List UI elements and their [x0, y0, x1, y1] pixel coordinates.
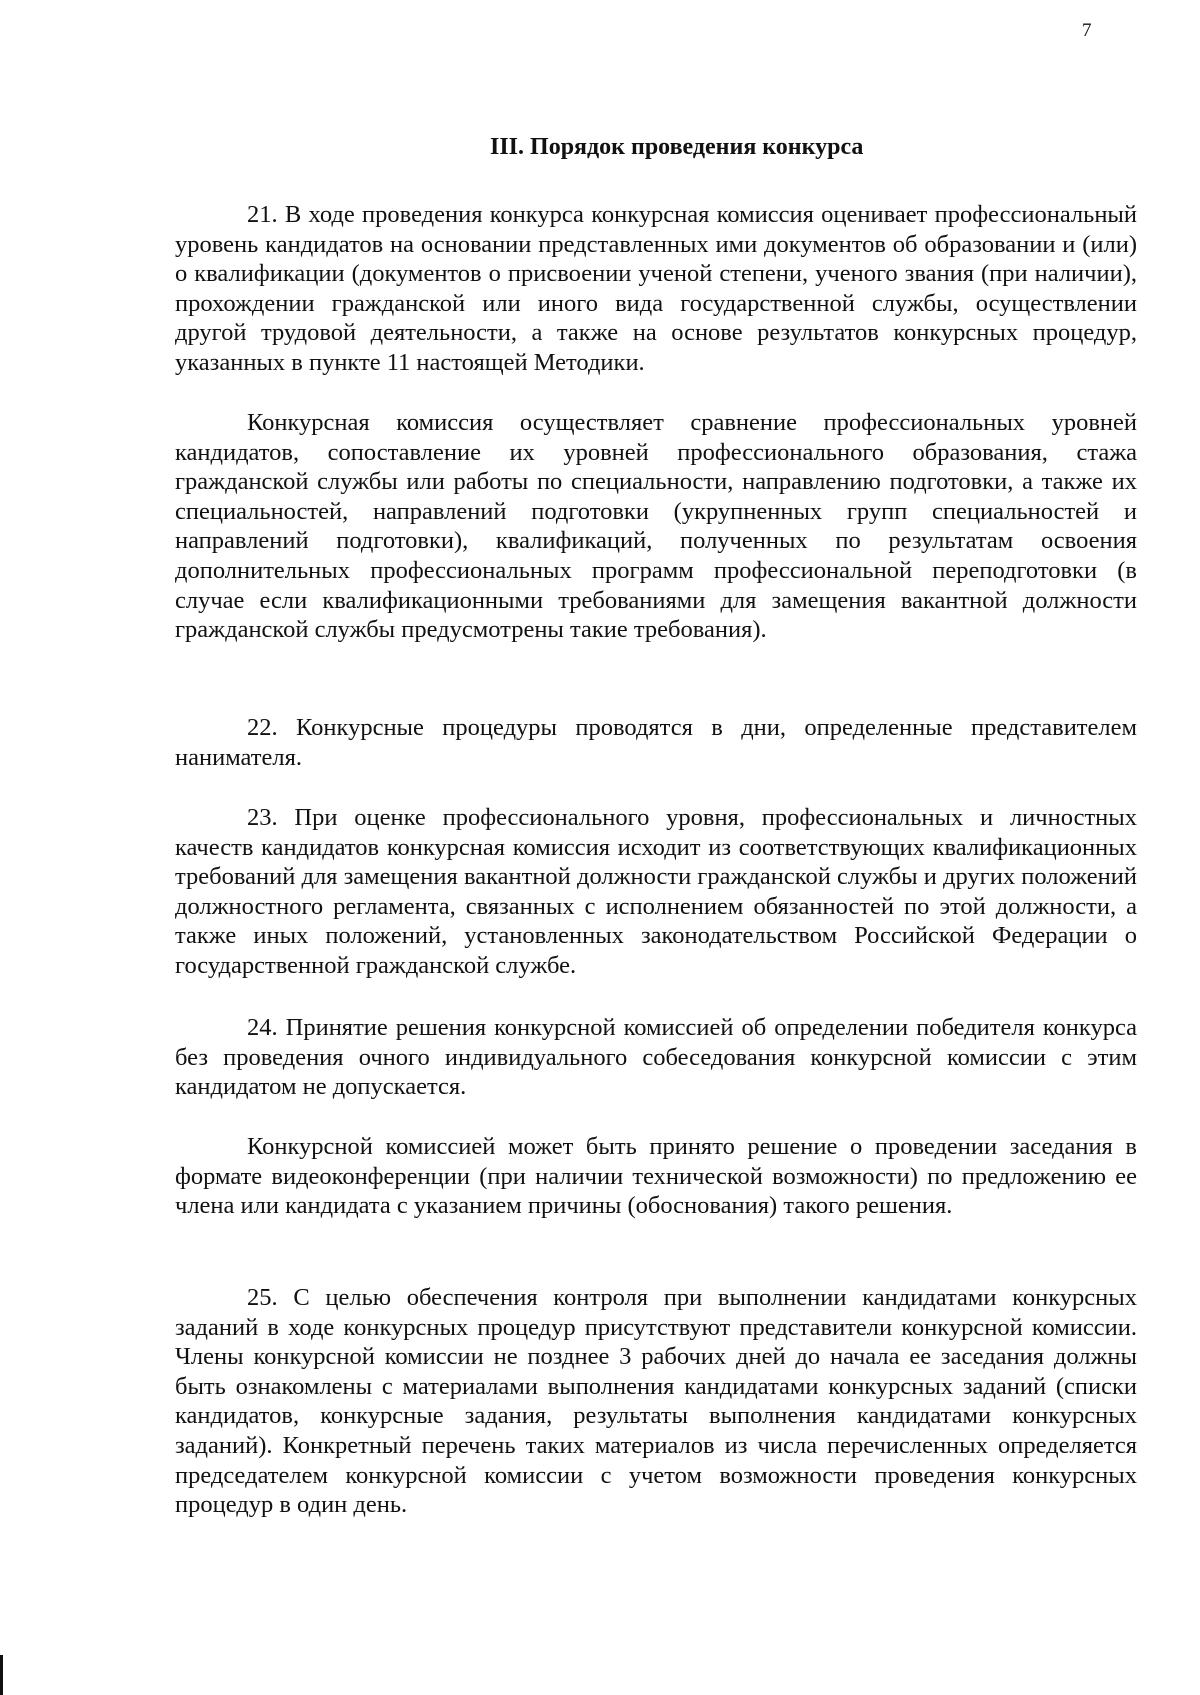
paragraph-24 [175, 1013, 1137, 1102]
paragraph-text: 24. Принятие решения конкурсной комиссией об определении победителя конкурса без проведения очного индивидуального собеседования конкурсной комиссии с этим кандидатом не допускается. [175, 1014, 1137, 1101]
paragraph-24-continued [175, 1132, 1137, 1221]
paragraph-text: Конкурсная комиссия осуществляет сравнение профессиональных уровней кандидатов, сопоставление их уровней профессионального образования, стажа гражданской службы или работы по специальности, направлению подготовки, а также их специальностей, направлений подготовки (укрупненных групп специальностей и направлений подготовки), квалификаций, полученных по результатам освоения дополнительных профессиональных программ профессиональной переподготовки (в случае если квалификационными требованиями для замещения вакантной должности гражданской службы предусмотрены такие требования). [175, 409, 1137, 644]
paragraph-21 [175, 200, 1137, 378]
page-number: 7 [1082, 20, 1092, 41]
paragraph-text: 23. При оценке профессионального уровня, профессиональных и личностных качеств кандидатов конкурсная комиссия исходит из соответствующих квалификационных требований для замещения вакантной должности гражданской службы и других положений должностного регламента, связанных с исполнением обязанностей по этой должности, а также иных положений, установленных законодательством Российской Федерации о государственной гражданской службе. [175, 804, 1137, 979]
paragraph-text: 25. С целью обеспечения контроля при выполнении кандидатами конкурсных заданий в ходе конкурсных процедур присутствуют представители конкурсной комиссии. Члены конкурсной комиссии не позднее 3 рабочих дней до начала ее заседания должны быть ознакомлены с материалами выполнения кандидатами конкурсных заданий (списки кандидатов, конкурсные задания, результаты выполнения кандидатами конкурсных заданий). Конкретный перечень таких материалов из числа перечисленных определяется председателем конкурсной комиссии с учетом возможности проведения конкурсных процедур в один день. [175, 1284, 1137, 1519]
paragraph-text: 22. Конкурсные процедуры проводятся в дни, определенные представителем нанимателя. [175, 714, 1137, 771]
scan-margin-mark [0, 1655, 3, 1695]
paragraph-22 [175, 713, 1137, 772]
paragraph-25 [175, 1283, 1137, 1520]
paragraph-23 [175, 803, 1137, 981]
section-heading: III. Порядок проведения конкурса [490, 134, 864, 160]
paragraph-text: 21. В ходе проведения конкурса конкурсная комиссия оценивает профессиональный уровень кандидатов на основании представленных ими документов об образовании и (или) о квалификации (документов о присвоении ученой степени, ученого звания (при наличии), прохождении гражданской или иного вида государственной службы, осуществлении другой трудовой деятельности, а также на основе результатов конкурсных процедур, указанных в пункте 11 настоящей Методики. [175, 201, 1137, 376]
paragraph-text: Конкурсной комиссией может быть принято решение о проведении заседания в формате видеоконференции (при наличии технической возможности) по предложению ее члена или кандидата с указанием причины (обоснования) такого решения. [175, 1133, 1137, 1220]
paragraph-21-continued [175, 408, 1137, 645]
